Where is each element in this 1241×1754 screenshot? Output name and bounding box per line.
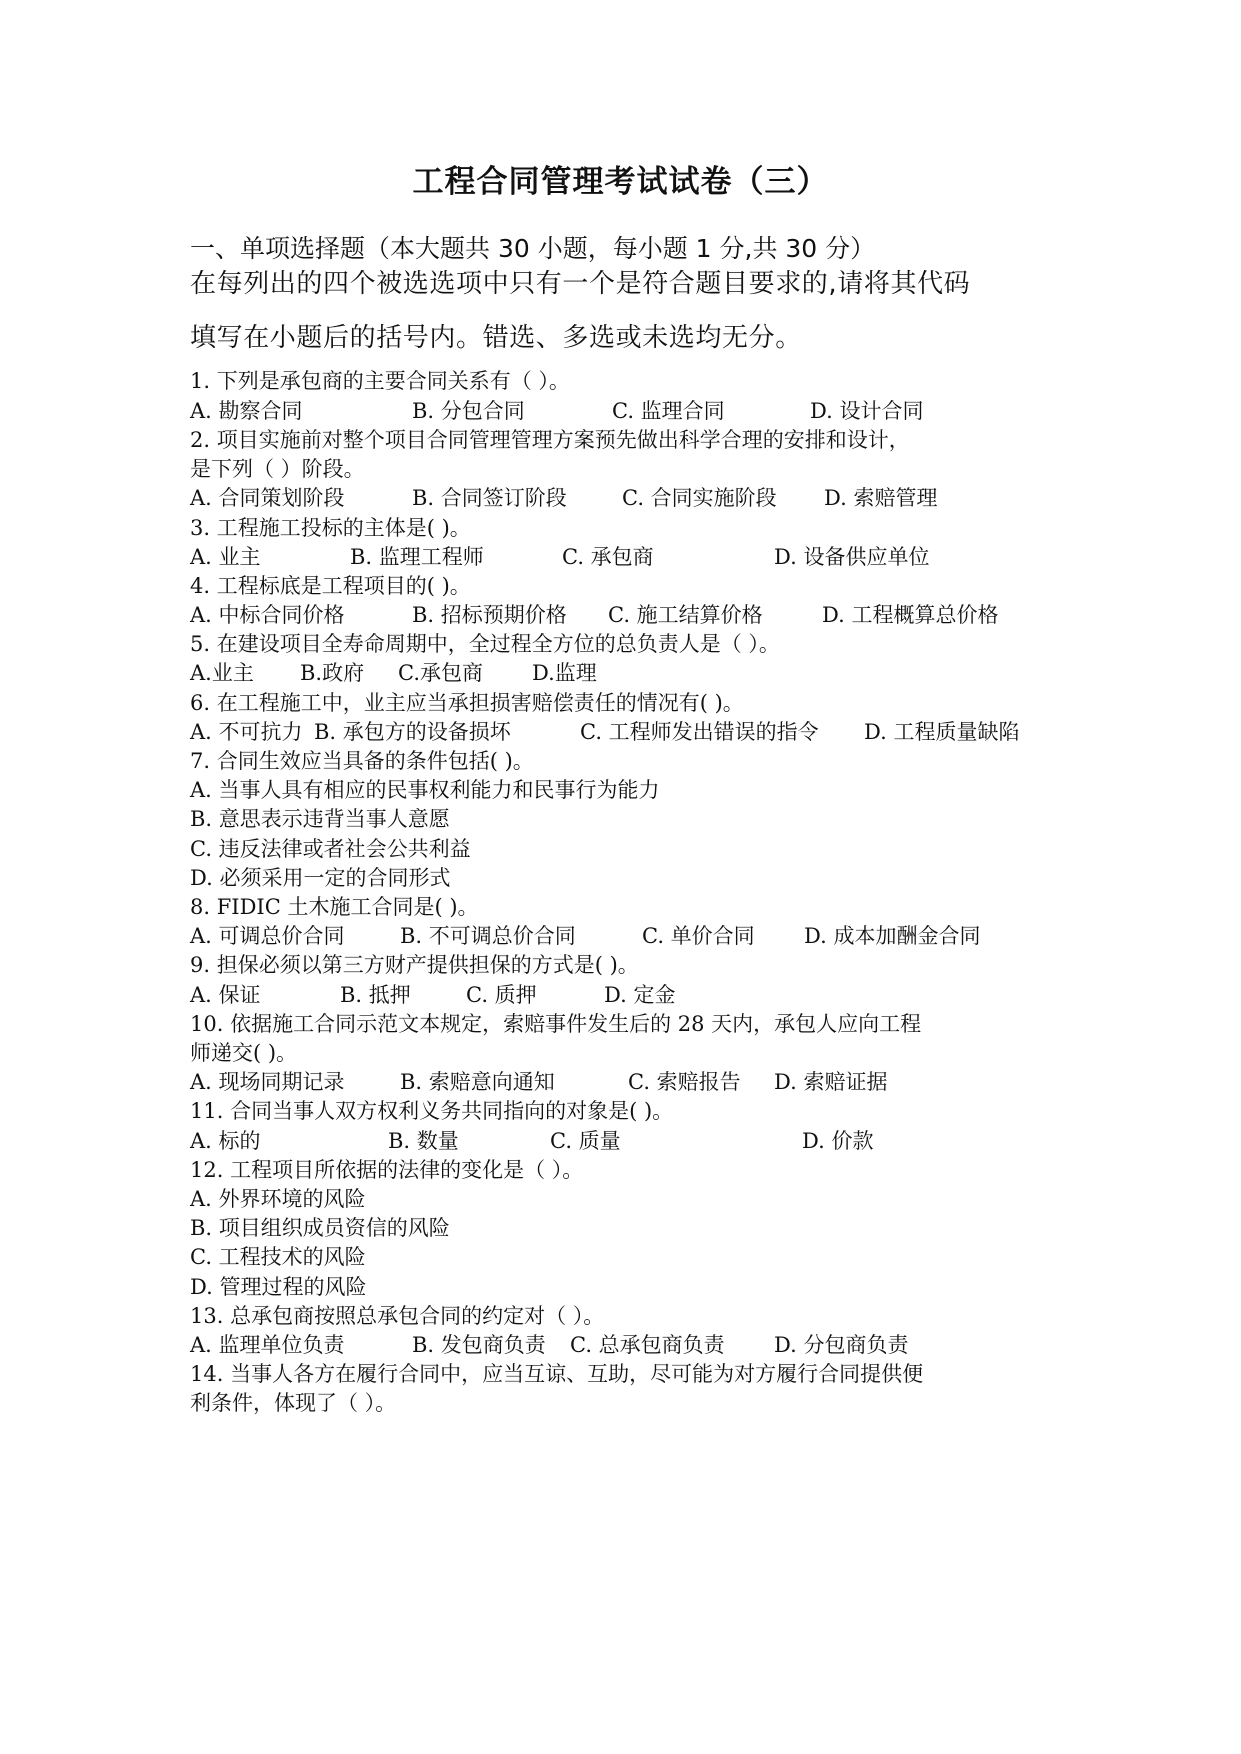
option-b: B. 抵押 — [340, 983, 411, 1007]
question-3-stem: 3. 工程施工投标的主体是( )。 — [190, 516, 471, 540]
option-c: C. 监理合同 — [612, 399, 725, 423]
question-10-stem: 10. 依据施工合同示范文本规定，索赔事件发生后的 28 天内，承包人应向工程 — [190, 1012, 922, 1036]
option-a: A. 现场同期记录 — [190, 1070, 345, 1094]
option-a: A. 业主 — [190, 545, 261, 569]
question-7-option-b: B. 意思表示违背当事人意愿 — [190, 807, 450, 831]
instruction-line-2: 填写在小题后的括号内。错选、多选或未选均无分。 — [190, 323, 802, 353]
question-12-option-c: C. 工程技术的风险 — [190, 1245, 366, 1269]
question-14-stem: 14. 当事人各方在履行合同中，应当互谅、互助，尽可能为对方履行合同提供便 — [190, 1362, 924, 1386]
question-9-stem: 9. 担保必须以第三方财产提供担保的方式是( )。 — [190, 953, 639, 977]
question-7-option-a: A. 当事人具有相应的民事权利能力和民事行为能力 — [190, 778, 660, 802]
option-b: B. 监理工程师 — [350, 545, 484, 569]
question-13-options — [190, 1330, 1090, 1360]
option-a: A. 中标合同价格 — [190, 603, 345, 627]
question-14-stem-cont: 利条件，体现了（ ）。 — [190, 1391, 397, 1415]
option-b: B. 数量 — [388, 1129, 459, 1153]
option-c: C. 总承包商负责 — [570, 1333, 725, 1357]
option-c: C. 索赔报告 — [628, 1070, 741, 1094]
question-12-option-d: D. 管理过程的风险 — [190, 1275, 367, 1299]
question-7-option-c: C. 违反法律或者社会公共利益 — [190, 837, 471, 861]
option-b: B.政府 — [300, 661, 365, 685]
option-b: B. 分包合同 — [412, 399, 525, 423]
option-d: D. 设计合同 — [810, 399, 924, 423]
option-b: B. 发包商负责 — [412, 1333, 546, 1357]
instruction-line-1: 在每列出的四个被选选项中只有一个是符合题目要求的,请将其代码 — [190, 269, 971, 299]
question-11-stem: 11. 合同当事人双方权利义务共同指向的对象是( )。 — [190, 1099, 674, 1123]
question-11-options — [190, 1126, 1090, 1156]
option-a: A. 不可抗力 — [190, 720, 303, 744]
question-8-stem: 8. FIDIC 土木施工合同是( )。 — [190, 895, 479, 919]
option-d: D.监理 — [532, 661, 597, 685]
option-d: D. 工程质量缺陷 — [864, 720, 1020, 744]
option-c: C. 合同实施阶段 — [622, 486, 777, 510]
question-3-options — [190, 542, 1090, 572]
option-d: D. 索赔管理 — [824, 486, 938, 510]
option-b: B. 索赔意向通知 — [400, 1070, 555, 1094]
option-c: C. 质押 — [466, 983, 537, 1007]
question-9-options — [190, 980, 1090, 1010]
question-12-option-b: B. 项目组织成员资信的风险 — [190, 1216, 450, 1240]
option-a: A. 可调总价合同 — [190, 924, 345, 948]
question-1-options — [190, 396, 1090, 426]
option-d: D. 成本加酬金合同 — [804, 924, 981, 948]
question-6-stem: 6. 在工程施工中，业主应当承担损害赔偿责任的情况有( )。 — [190, 691, 744, 715]
option-a: A. 保证 — [190, 983, 261, 1007]
option-d: D. 设备供应单位 — [774, 545, 930, 569]
section-heading: 一、单项选择题（本大题共 30 小题，每小题 1 分,共 30 分） — [190, 234, 876, 263]
question-7-option-d: D. 必须采用一定的合同形式 — [190, 866, 451, 890]
option-d: D. 定金 — [604, 983, 676, 1007]
question-10-stem-cont: 师递交( )。 — [190, 1041, 298, 1065]
option-a: A.业主 — [190, 661, 254, 685]
question-2-stem-cont: 是下列（ ）阶段。 — [190, 457, 365, 481]
question-8-options — [190, 921, 1090, 951]
option-c: C. 工程师发出错误的指令 — [580, 720, 819, 744]
option-c: C. 施工结算价格 — [608, 603, 763, 627]
question-4-options — [190, 600, 1090, 630]
question-13-stem: 13. 总承包商按照总承包合同的约定对（ ）。 — [190, 1304, 605, 1328]
question-5-options — [190, 658, 1090, 688]
option-d: D. 工程概算总价格 — [822, 603, 999, 627]
option-d: D. 索赔证据 — [774, 1070, 888, 1094]
question-1-stem: 1. 下列是承包商的主要合同关系有（ ）。 — [190, 369, 570, 393]
question-12-option-a: A. 外界环境的风险 — [190, 1187, 366, 1211]
option-c: C. 质量 — [550, 1129, 621, 1153]
question-2-options — [190, 483, 1090, 513]
option-b: B. 承包方的设备损坏 — [314, 720, 511, 744]
question-5-stem: 5. 在建设项目全寿命周期中，全过程全方位的总负责人是（ ）。 — [190, 632, 780, 656]
question-10-options — [190, 1067, 1090, 1097]
question-6-options — [190, 717, 1090, 747]
option-c: C. 承包商 — [562, 545, 654, 569]
exam-title: 工程合同管理考试试卷（三） — [412, 164, 829, 200]
question-2-stem: 2. 项目实施前对整个项目合同管理管理方案预先做出科学合理的安排和设计， — [190, 428, 910, 452]
option-a: A. 监理单位负责 — [190, 1333, 345, 1357]
option-b: B. 合同签订阶段 — [412, 486, 567, 510]
option-a: A. 标的 — [190, 1129, 261, 1153]
option-d: D. 分包商负责 — [774, 1333, 909, 1357]
question-7-stem: 7. 合同生效应当具备的条件包括( )。 — [190, 749, 534, 773]
option-c: C.承包商 — [398, 661, 483, 685]
option-b: B. 不可调总价合同 — [400, 924, 576, 948]
option-b: B. 招标预期价格 — [412, 603, 567, 627]
question-12-stem: 12. 工程项目所依据的法律的变化是（ ）。 — [190, 1158, 584, 1182]
option-d: D. 价款 — [802, 1129, 874, 1153]
question-4-stem: 4. 工程标底是工程项目的( )。 — [190, 574, 471, 598]
option-c: C. 单价合同 — [642, 924, 755, 948]
option-a: A. 合同策划阶段 — [190, 486, 345, 510]
option-a: A. 勘察合同 — [190, 399, 303, 423]
